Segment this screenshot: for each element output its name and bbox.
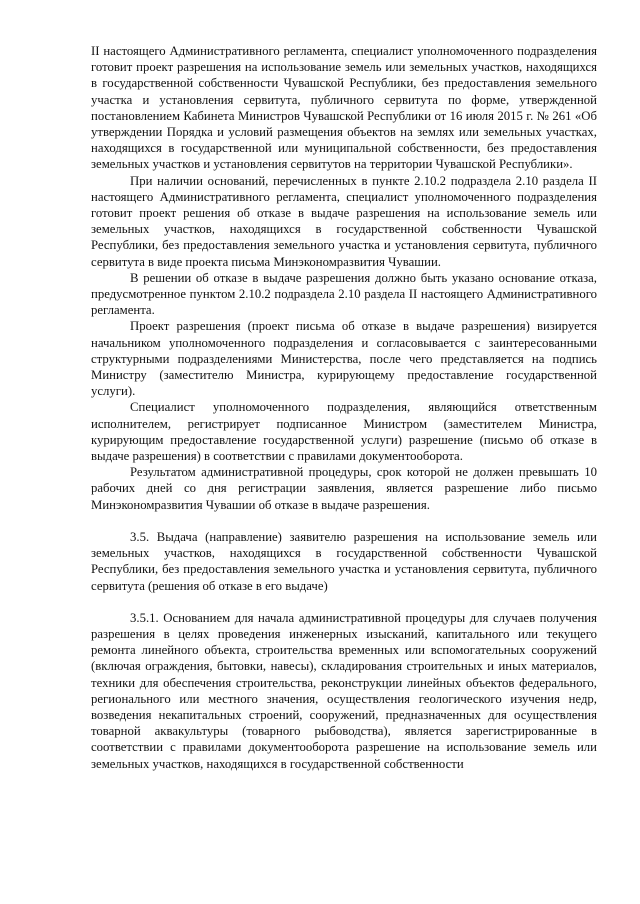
paragraph-3: В решении об отказе в выдаче разрешения должно быть указано основание отказа, предусмотренное пунктом 2.10.2 подраздела 2.10 раздела II настоящего Административного регламента.	[91, 270, 597, 318]
paragraph-1: II настоящего Административного регламента, специалист уполномоченного подразделения готовит проект разрешения на использование земель или земельных участков, находящихся в государственной собственности Чувашской Республики, без предоставления земельного участка и установления сервитута, публичного сервитута по форме, утвержденной постановлением Кабинета Министров Чувашской Республики от 16 июля 2015 г. № 261 «Об утверждении Порядка и условий размещения объектов на землях или земельных участках, находящихся в государственной или муниципальной собственности, без предоставления земельных участков и установления сервитутов на территории Чувашской Республики».	[91, 44, 597, 172]
section-heading-3-5: 3.5. Выдача (направление) заявителю разрешения на использование земель или земельных участков, находящихся в государственной собственности Чувашской Республики, без предоставления земельного участка и установления сервитута, публичного сервитута (решения об отказе в его выдаче)	[91, 529, 597, 593]
paragraph-6: Результатом административной процедуры, срок которой не должен превышать 10 рабочих дней со дня регистрации заявления, является разрешение либо письмо Минэкономразвития Чувашии об отказе в выдаче разрешения.	[91, 465, 597, 512]
paragraph-spacer	[91, 513, 597, 529]
paragraph-spacer	[91, 594, 597, 610]
document-page	[91, 43, 597, 772]
paragraph-2: При наличии оснований, перечисленных в пункте 2.10.2 подраздела 2.10 раздела II настоящего Административного регламента, специалист уполномоченного подразделения готовит проект решения об отказе в выдаче разрешения на использование земель или земельных участков, находящихся в государственной собственности Чувашской Республики, без предоставления земельного участка и установления сервитута, публичного сервитута в виде проекта письма Минэкономразвития Чувашии.	[91, 173, 597, 269]
paragraph-5: Специалист уполномоченного подразделения, являющийся ответственным исполнителем, регистрирует подписанное Министром (заместителем Министра, курирующим предоставление государственной услуги) разрешение (письмо об отказе в выдаче разрешения) в соответствии с правилами документооборота.	[91, 400, 597, 464]
paragraph-3-5-1: 3.5.1. Основанием для начала административной процедуры для случаев получения разрешения в целях проведения инженерных изысканий, капитального или текущего ремонта линейного объекта, строительства временных или вспомогательных сооружений (включая ограждения, бытовки, навесы), складирования строительных и иных материалов, техники для обеспечения строительства, реконструкции линейных объектов федерального, регионального или местного значения, осуществления геологического изучения недр, возведения некапитальных строений, сооружений, предназначенных для осуществления товарной аквакультуры (товарного рыбоводства), является зарегистрированные в соответствии с правилами документооборота разрешение на использование земель или земельных участков, находящихся в государственной собственности	[91, 610, 597, 771]
paragraph-4: Проект разрешения (проект письма об отказе в выдаче разрешения) визируется начальником уполномоченного подразделения и согласовывается с заинтересованными структурными подразделениями Министерства, после чего представляется на подпись Министру (заместителю Министра, курирующему предоставление государственной услуги).	[91, 319, 597, 399]
